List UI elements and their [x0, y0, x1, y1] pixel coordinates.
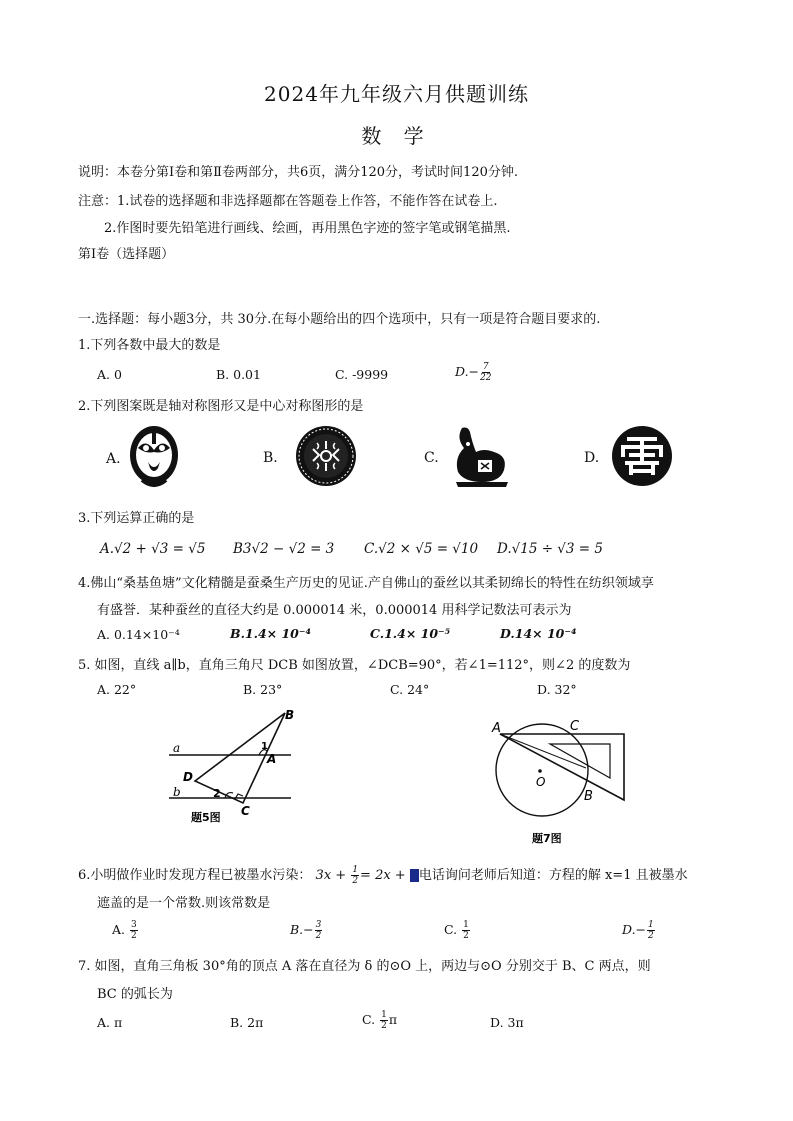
q5-stem: 5. 如图，直线 a∥b，直角三角尺 DCB 如图放置，∠DCB=90°，若∠1=112°，则∠2 的度数为 — [78, 658, 631, 673]
q4-stem-line1: 4.佛山“桑基鱼塘”文化精髓是蚕桑生产历史的见证.产自佛山的蚕丝以其柔韧绵长的特性在纺织领域享 — [78, 576, 654, 591]
round-seal-image — [295, 425, 357, 487]
q6-b-den: 2 — [315, 931, 322, 941]
q1-d-den: 22 — [480, 373, 492, 383]
q3-option-d: D.√15 ÷ √3 = 5 — [497, 541, 603, 557]
q2-option-d: D. — [584, 450, 600, 466]
q6-d-den: 2 — [648, 931, 654, 941]
figure-7-diagram — [486, 714, 634, 850]
q3-option-a: A.√2 + √3 = √5 — [100, 541, 206, 557]
explain-text: 说明：本卷分第Ⅰ卷和第Ⅱ卷两部分，共6页，满分120分，考试时间120分钟. — [78, 165, 519, 180]
q7-c-num: 1 — [381, 1010, 387, 1020]
q6-stem-line1 — [78, 864, 688, 886]
q2-option-b: B. — [263, 450, 278, 466]
q6-option-a — [112, 920, 139, 941]
q7-c-den: 2 — [381, 1021, 387, 1031]
fig7-label-A: A — [492, 721, 501, 736]
shou-symbol-image — [611, 425, 673, 487]
q7-c-tail: π — [388, 1012, 398, 1027]
fig5-label-C: C — [241, 804, 250, 818]
q6-option-b — [290, 920, 323, 941]
q1-option-d — [455, 362, 492, 383]
fig5-label-1: 1 — [261, 741, 268, 752]
q6-option-c — [444, 920, 471, 941]
q2-option-a: A. — [106, 451, 121, 467]
q6-d-label: D.− — [622, 922, 647, 937]
q6-c-num: 1 — [463, 920, 469, 930]
fig5-label-b: b — [173, 785, 181, 799]
q7-stem-line2: BC 的弧长为 — [97, 987, 173, 1002]
q6-b-label: B.− — [290, 922, 314, 937]
q6-stem-post: 电话询问老师后知道：方程的解 x=1 且被墨水 — [418, 868, 688, 883]
rabbit-papercut-image — [448, 424, 514, 488]
q6-eq-pre: 3x + — [315, 868, 351, 883]
section-heading: 一.选择题：每小题3分，共 30分.在每小题给出的四个选项中，只有一项是符合题目要求的. — [78, 312, 601, 327]
q7-option-c — [362, 1010, 397, 1031]
q5-option-c: C. 24° — [390, 682, 430, 697]
q7-option-b: B. 2π — [230, 1015, 264, 1030]
q6-option-d — [622, 920, 656, 941]
fig7-caption: 题7图 — [532, 832, 562, 845]
fig5-label-A: A — [267, 752, 277, 766]
exam-title: 2024年九年级六月供题训练 — [264, 82, 529, 106]
part-1-label: 第Ⅰ卷（选择题） — [78, 247, 175, 262]
q6-a-label: A. — [112, 922, 126, 937]
fig5-label-B: B — [285, 708, 295, 722]
q6-stem-pre: 6.小明做作业时发现方程已被墨水污染： — [78, 868, 312, 883]
subject-title: 数 学 — [361, 124, 432, 148]
q5-option-a: A. 22° — [97, 682, 137, 697]
q6-a-num: 3 — [131, 920, 137, 930]
q3-option-b: B3√2 − √2 = 3 — [233, 541, 335, 557]
q4-stem-line2: 有盛誉．某种蚕丝的直径大约是 0.000014 米，0.000014 用科学记数法可表示为 — [97, 603, 572, 618]
q6-eq-post: = 2x + — [360, 868, 410, 883]
q6-a-den: 2 — [131, 931, 137, 941]
q5-option-d: D. 32° — [537, 682, 577, 697]
q6-eq-den: 2 — [352, 876, 359, 886]
fig5-label-a: a — [173, 741, 181, 755]
q5-option-b: B. 23° — [243, 682, 283, 697]
attention-1: 注意：1.试卷的选择题和非选择题都在答题卷上作答，不能作答在试卷上. — [78, 194, 498, 209]
q4-option-d: D.14× 10⁻⁴ — [500, 626, 577, 641]
figure-5-diagram — [165, 705, 295, 825]
q2-stem: 2.下列图案既是轴对称图形又是中心对称图形的是 — [78, 399, 364, 414]
q1-d-num: 7 — [482, 362, 489, 372]
fig7-label-C: C — [570, 719, 580, 734]
q3-option-c: C.√2 × √5 = √10 — [364, 541, 479, 557]
fig7-label-O: O — [536, 775, 546, 789]
q1-option-a: A. 0 — [97, 367, 122, 382]
q6-stem-line2: 遮盖的是一个常数.则该常数是 — [97, 896, 271, 911]
q4-option-a: A. 0.14×10⁻⁴ — [97, 627, 180, 642]
q1-stem: 1.下列各数中最大的数是 — [78, 338, 221, 353]
opera-mask-image — [128, 424, 180, 490]
q1-d-prefix: D.− — [455, 364, 480, 379]
q7-option-a: A. π — [97, 1015, 123, 1030]
q1-option-c: C. -9999 — [335, 367, 389, 382]
ink-blot — [410, 869, 419, 882]
q7-option-d: D. 3π — [490, 1015, 524, 1030]
q2-option-c: C. — [424, 450, 439, 466]
q4-option-c: C.1.4× 10⁻⁵ — [370, 626, 451, 641]
fig7-label-B: B — [584, 789, 593, 804]
fig5-caption: 题5图 — [191, 811, 221, 824]
attention-2: 2.作图时要先铅笔进行画线、绘画，再用黑色字迹的签字笔或钢笔描黑. — [104, 221, 511, 236]
q4-option-b: B.1.4× 10⁻⁴ — [230, 626, 311, 641]
q6-c-den: 2 — [463, 931, 469, 941]
fig5-label-D: D — [183, 770, 193, 784]
q6-d-num: 1 — [648, 920, 654, 930]
q3-stem: 3.下列运算正确的是 — [78, 511, 195, 526]
q6-eq-num: 1 — [352, 865, 359, 875]
q6-c-label: C. — [444, 922, 458, 937]
q6-b-num: 3 — [315, 920, 322, 930]
q1-option-b: B. 0.01 — [216, 367, 261, 382]
q7-c-label: C. — [362, 1012, 376, 1027]
q7-stem-line1: 7. 如图，直角三角板 30°角的顶点 A 落在直径为 δ 的⊙O 上，两边与⊙O 分别交于 B、C 两点，则 — [78, 959, 651, 974]
fig5-label-2: 2 — [213, 787, 221, 800]
